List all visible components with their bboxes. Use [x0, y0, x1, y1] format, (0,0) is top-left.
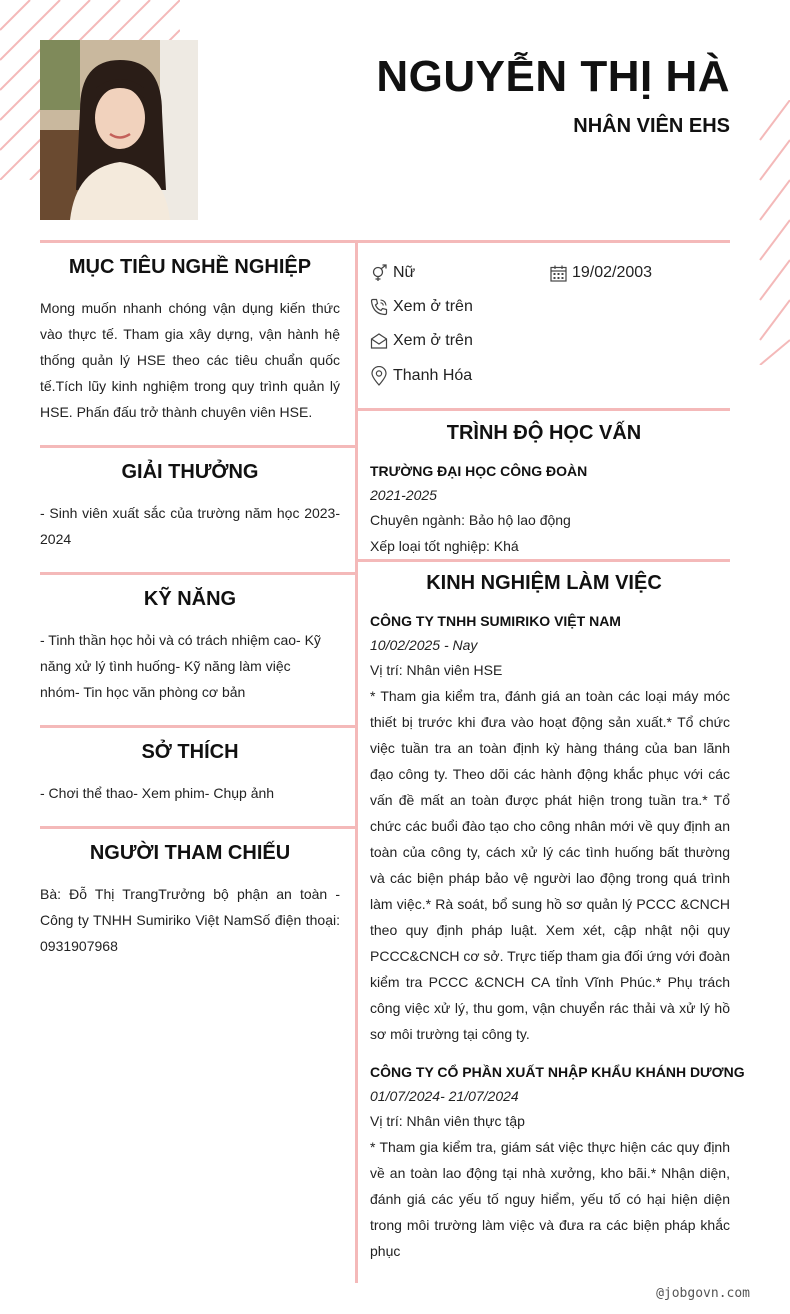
job-1-position: Vị trí: Nhân viên HSE: [370, 662, 503, 678]
location-icon: [370, 366, 388, 386]
address-value: Thanh Hóa: [393, 367, 473, 384]
divider-education: [357, 408, 730, 411]
birthday-value: 19/02/2003: [572, 264, 653, 281]
job-1-period: 10/02/2025 - Nay: [370, 637, 478, 653]
education-grade: Xếp loại tốt nghiệp: Khá: [370, 538, 519, 554]
objective-title: MỤC TIÊU NGHỀ NGHIỆP: [68, 256, 312, 278]
portrait-illustration: [40, 40, 198, 220]
job-1-company: CÔNG TY TNHH SUMIRIKO VIỆT NAM: [370, 613, 621, 629]
references-text: Bà: Đỗ Thị TrangTrưởng bộ phận an toàn - Công ty TNHH Sumiriko Việt NamSố điện thoại: 0931907968: [40, 886, 340, 954]
job-2-description: * Tham gia kiểm tra, giám sát việc thực hiện các quy định về an toàn lao động tại nhà xưởng, kho bãi.* Nhận diện, đánh giá các yếu tố nguy hiểm, yếu tố có hại hiện diện trong môi trường làm việc và đưa ra các biện pháp khắc phục: [370, 1139, 730, 1259]
calendar-icon: [550, 265, 567, 282]
awards-title: GIẢI THƯỞNG: [121, 461, 259, 483]
decorative-stripes-right: [758, 100, 790, 365]
education-title: TRÌNH ĐỘ HỌC VẤN: [446, 422, 642, 444]
job-1-description: * Tham gia kiểm tra, đánh giá an toàn các loại máy móc thiết bị trước khi đưa vào hoạt động sản xuất.* Tổ chức việc tuần tra an toàn định kỳ hàng tháng của ban lãnh đạo công ty. Theo dõi các hành động khắc phục với các vấn đề mất an toàn được phát hiện trong tuần tra.* Tổ chức các buổi đào tạo cho công nhân mới về quy định an toàn của công ty, cách xử lý các tình huống bất thường và các biện pháp bảo vệ người lao động trong quá trình làm việc.* Rà soát, bổ sung hồ sơ quản lý PCCC &CNCH theo quy định pháp luật. Xem xét, cập nhật nội quy PCCC&CNCH cơ sở. Trực tiếp tham gia đối ứng với đoàn kiểm tra PCCC &CNCH CA tỉnh Vĩnh Phúc.* Phụ trách công việc xử lý, thu gom, vận chuyển rác thải và xử lý hồ sơ môi trường tại công ty.: [370, 688, 730, 1042]
objective-text: Mong muốn nhanh chóng vận dụng kiến thức vào thực tế. Tham gia xây dựng, vận hành hệ thống quản lý HSE theo các tiêu chuẩn quốc tế.Tích lũy kinh nghiệm trong quy trình quản lý HSE. Phấn đấu trở thành chuyên viên HSE.: [40, 300, 340, 420]
gender-row: [370, 264, 415, 282]
experience-title: KINH NGHIỆM LÀM VIỆC: [426, 572, 662, 594]
references-title: NGƯỜI THAM CHIẾU: [89, 842, 291, 864]
education-major: Chuyên ngành: Bảo hộ lao động: [370, 512, 571, 528]
candidate-name: NGUYỄN THỊ HÀ: [376, 52, 730, 101]
gender-value: Nữ: [393, 264, 416, 281]
job-2-period: 01/07/2024- 21/07/2024: [370, 1088, 519, 1104]
mail-icon: [370, 332, 388, 350]
profile-photo: [40, 40, 198, 220]
email-row: [370, 332, 473, 350]
education-period: 2021-2025: [370, 487, 437, 503]
divider-references: [40, 826, 356, 829]
divider-experience: [357, 559, 730, 562]
skills-title: KỸ NĂNG: [143, 588, 237, 610]
birthday-row: [550, 264, 652, 282]
phone-row: [370, 298, 473, 316]
awards-text: - Sinh viên xuất sắc của trường năm học 2023-2024: [40, 505, 340, 547]
divider-hobbies: [40, 725, 356, 728]
candidate-job-title: NHÂN VIÊN EHS: [573, 115, 730, 137]
phone-value: Xem ở trên: [393, 298, 473, 315]
email-value: Xem ở trên: [393, 332, 473, 349]
address-row: [370, 366, 472, 386]
hobbies-title: SỞ THÍCH: [141, 741, 239, 763]
job-2-position: Vị trí: Nhân viên thực tập: [370, 1113, 525, 1129]
hobbies-text: - Chơi thể thao- Xem phim- Chụp ảnh: [40, 785, 275, 801]
top-divider: [40, 240, 730, 243]
column-divider: [355, 240, 358, 1283]
divider-skills: [40, 572, 356, 575]
skills-text: - Tinh thần học hỏi và có trách nhiệm cao- Kỹ năng xử lý tình huống- Kỹ năng làm việc nhóm- Tin học văn phòng cơ bản: [40, 632, 321, 700]
school-name: TRƯỜNG ĐẠI HỌC CÔNG ĐOÀN: [370, 463, 588, 479]
divider-awards: [40, 445, 356, 448]
phone-icon: [370, 298, 388, 316]
footer-watermark: @jobgovn.com: [656, 1286, 750, 1301]
gender-icon: [370, 264, 388, 282]
job-2-company: CÔNG TY CỔ PHẦN XUẤT NHẬP KHẨU KHÁNH DƯƠNG: [370, 1064, 745, 1080]
